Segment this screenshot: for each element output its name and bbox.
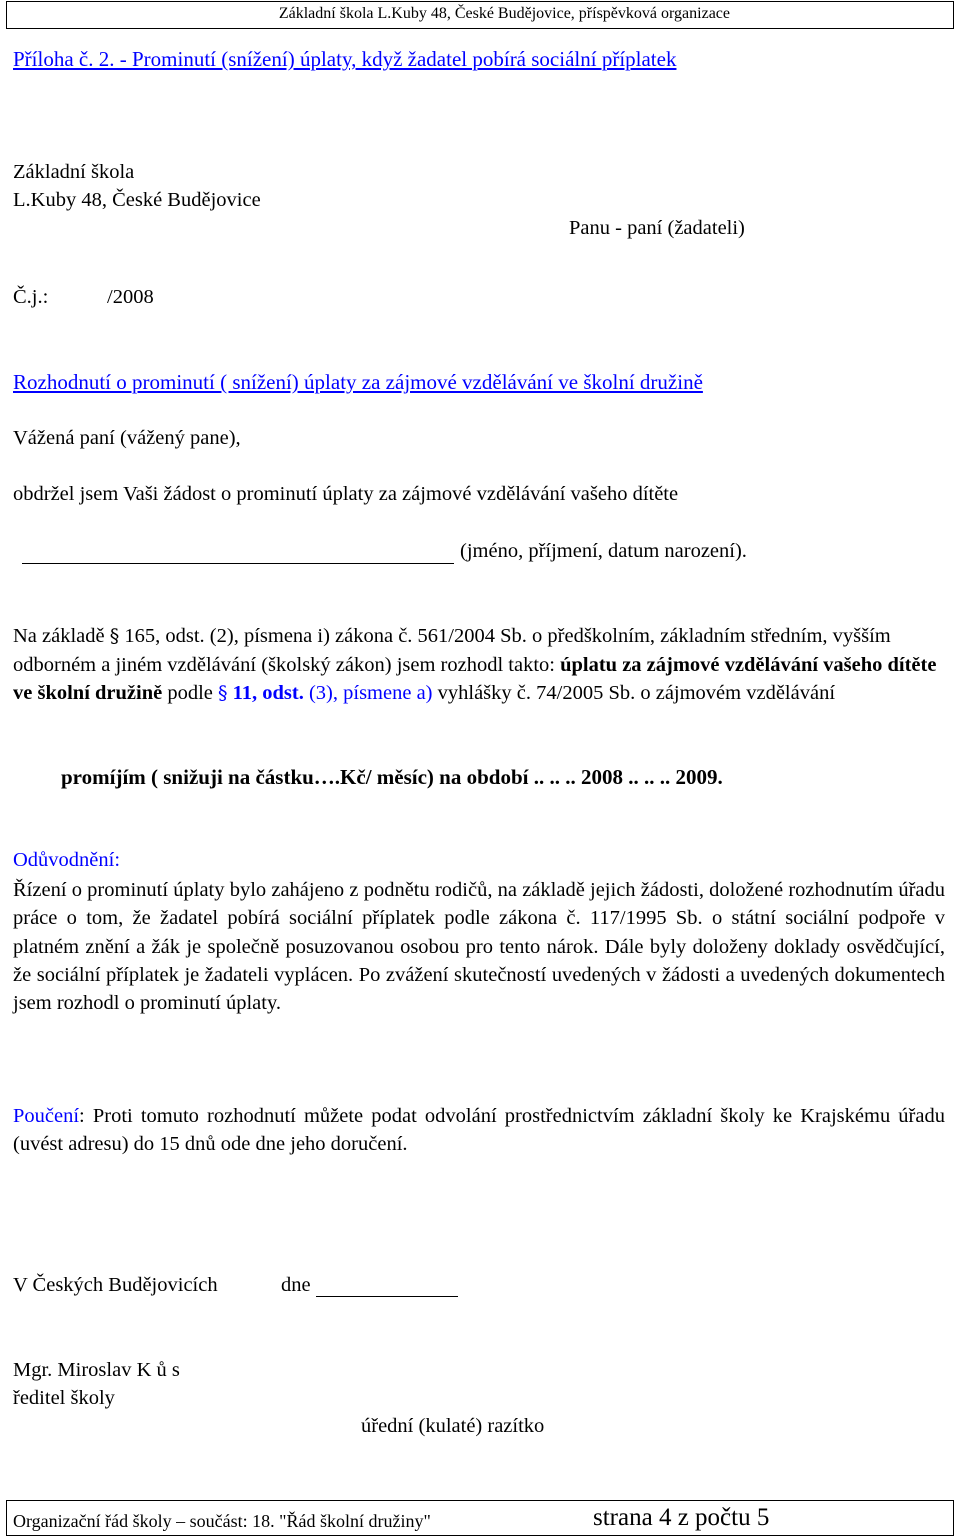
justification-heading: Odůvodnění: bbox=[13, 849, 121, 871]
legal-part-3: podle bbox=[162, 682, 219, 704]
reference-label: Č.j.: bbox=[13, 286, 49, 308]
signatory-role: ředitel školy bbox=[13, 1387, 115, 1409]
date-blank-line bbox=[316, 1296, 458, 1297]
reference-year: /2008 bbox=[107, 286, 154, 308]
signatory-name: Mgr. Miroslav K ů s bbox=[13, 1359, 180, 1381]
footer-left-text: Organizační řád školy – součást: 18. "Řád školní družiny" bbox=[13, 1511, 431, 1531]
sender-line-1: Základní škola bbox=[13, 161, 135, 183]
date-label: dne bbox=[281, 1274, 311, 1296]
justification-text: Řízení o prominutí úplaty bylo zahájeno z podnětu rodičů, na základě jejich žádosti, doložené rozhodnutím úřadu práce o tom, že žadatel pobírá sociální příplatek podle zákona č. 117/1995 Sb. o státní sociální podpoře v platném znění a žák je společně posuzovanou osobou pro tento nárok. Dále byly doloženy doklady osvědčující, že sociální příplatek je žadateli vyplácen. Po zvážení skutečností uvedených v žádosti a uvedených dokumentech jsem rozhodl o prominutí úplaty. bbox=[13, 879, 945, 1015]
name-blank-line bbox=[22, 563, 454, 564]
sender-line-2: L.Kuby 48, České Budějovice bbox=[13, 189, 261, 211]
appeal-text: : Proti tomuto rozhodnutí můžete podat odvolání prostřednictvím základní školy ke Krajskému úřadu (uvést adresu) do 15 dnů ode dne jeho doručení. bbox=[13, 1105, 945, 1156]
salutation: Vážená paní (vážený pane), bbox=[13, 427, 241, 449]
name-hint: (jméno, příjmení, datum narození). bbox=[460, 540, 747, 562]
intro-text: obdržel jsem Vaši žádost o prominutí úplaty za zájmové vzdělávání vašeho dítěte bbox=[13, 483, 679, 505]
legal-blue-plain: (3), písmene a) bbox=[303, 682, 433, 704]
legal-part-1: Na základě bbox=[13, 625, 105, 647]
decision-statement: promíjím ( snižuji na částku….Kč/ měsíc) na období .. .. .. 2008 .. .. .. 2009. bbox=[61, 765, 723, 789]
decision-title: Rozhodnutí o prominutí ( snížení) úplaty za zájmové vzdělávání ve školní družině bbox=[13, 370, 703, 394]
header-text: Základní škola L.Kuby 48, České Budějovice, příspěvková organizace bbox=[278, 5, 730, 22]
stamp-placeholder: úřední (kulaté) razítko bbox=[361, 1415, 545, 1437]
appeal-paragraph bbox=[13, 1102, 945, 1159]
section-sign-2: § bbox=[218, 682, 228, 704]
legal-part-2: 165, odst. (2), písmena i) zákona č. 561/2004 Sb. o předškolním, základním středním, vyšším odborném a jiném vzdělávání (školský zákon) jsem rozhodl takto: bbox=[13, 625, 891, 676]
attachment-title: Příloha č. 2. - Prominutí (snížení) úplaty, když žadatel pobírá sociální příplatek bbox=[13, 47, 677, 71]
legal-basis-paragraph bbox=[13, 622, 947, 708]
place: V Českých Budějovicích bbox=[13, 1274, 218, 1296]
footer-page-number: strana 4 z počtu 5 bbox=[593, 1504, 770, 1531]
legal-part-4: vyhlášky č. 74/2005 Sb. o zájmovém vzdělávání bbox=[432, 682, 836, 704]
legal-blue-bold: 11, odst. bbox=[227, 682, 304, 704]
section-sign: § bbox=[109, 625, 120, 647]
appeal-label: Poučení bbox=[13, 1105, 80, 1127]
legal-decision-bold: úplatu za zájmové vzdělávání vašeho dítěte ve školní družině bbox=[13, 653, 937, 704]
recipient: Panu - paní (žadateli) bbox=[569, 217, 745, 239]
